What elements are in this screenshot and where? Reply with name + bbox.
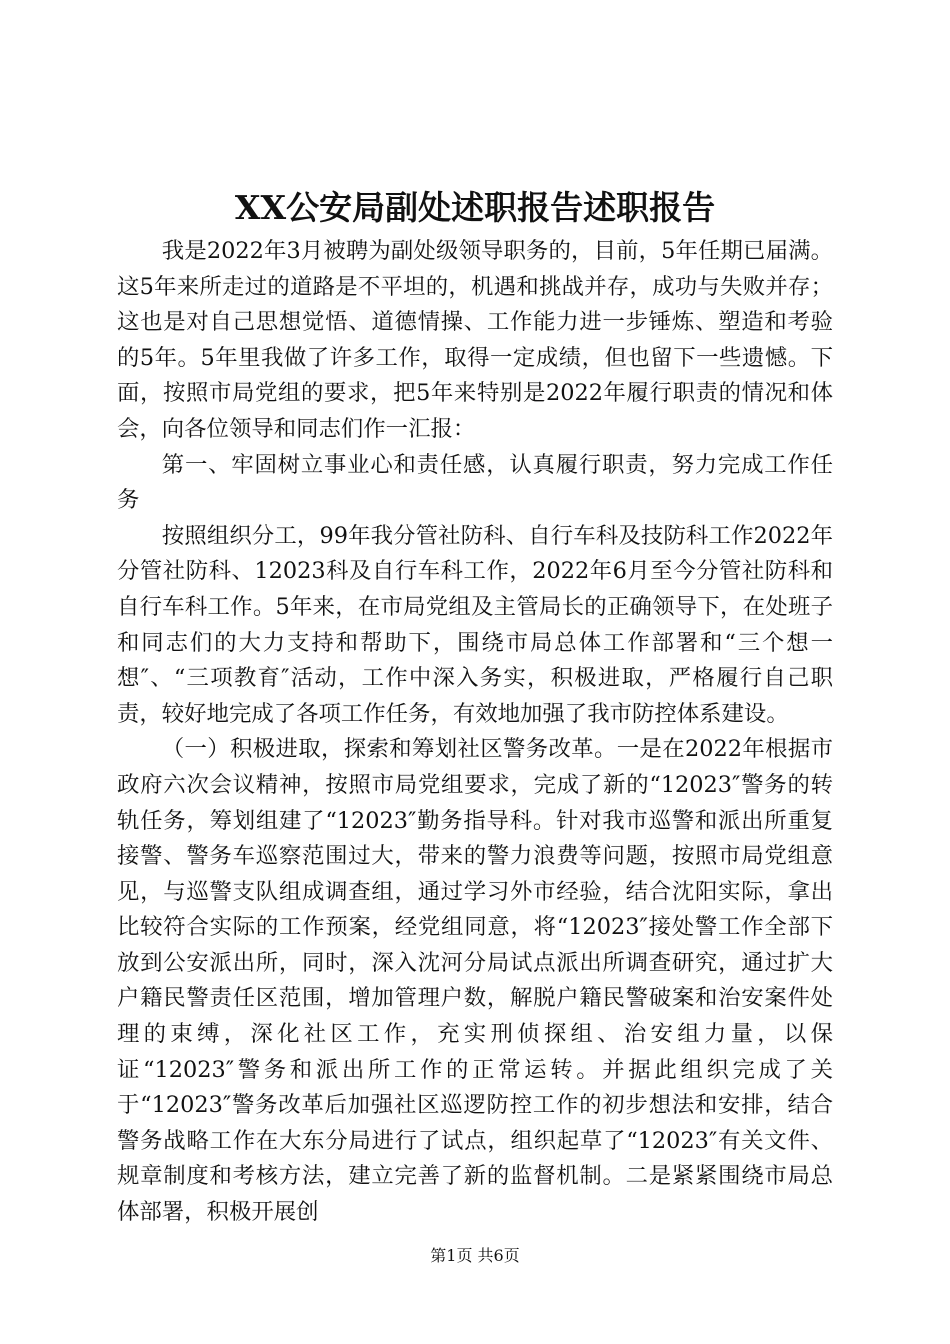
document-body — [117, 234, 833, 1231]
paragraph-section-heading: 第一、牢固树立事业心和责任感，认真履行职责，努力完成工作任务 — [117, 451, 833, 514]
paragraph-community-policing: （一）积极进取，探索和筹划社区警务改革。一是在2022年根据市政府六次会议精神，按照市局党组要求，完成了新的“12023″警务的转轨任务，筹划组建了“12023″勤务指导科。针对我市巡警和派出所重复接警、警务车巡察范围过大，带来的警力浪费等问题，按照市局党组意见，与巡警支队组成调查组，通过学习外市经验，结合沈阳实际，拿出比较符合实际的工作预案，经党组同意，将“12023″接处警工作全部下放到公安派出所，同时，深入沈河分局试点派出所调查研究，通过扩大户籍民警责任区范围，增加管理户数，解脱户籍民警破案和治安案件处理的束缚，深化社区工作，充实刑侦探组、治安组力量，以保证“12023″警务和派出所工作的正常运转。并据此组织完成了关于“12023″警务改革后加强社区巡逻防控工作的初步想法和安排，结合警务战略工作在大东分局进行了试点，组织起草了“12023″有关文件、规章制度和考核方法，建立完善了新的监督机制。二是紧紧围绕市局总体部署，积极开展创 — [117, 736, 833, 1226]
document-title: XX公安局副处述职报告述职报告 — [234, 188, 716, 227]
page-number-footer: 第1页 共6页 — [430, 1246, 520, 1265]
paragraph-intro: 我是2022年3月被聘为副处级领导职务的，目前，5年任期已届满。这5年来所走过的道路是不平坦的，机遇和挑战并存，成功与失败并存；这也是对自己思想觉悟、道德情操、工作能力进一步锤炼、塑造和考验的5年。5年里我做了许多工作，取得一定成绩，但也留下一些遗憾。下面，按照市局党组的要求，把5年来特别是2022年履行职责的情况和体会，向各位领导和同志们作一汇报： — [117, 238, 833, 442]
paragraph-work-assignment: 按照组织分工，99年我分管社防科、自行车科及技防科工作2022年分管社防科、12023科及自行车科工作，2022年6月至今分管社防科和自行车科工作。5年来，在市局党组及主管局长的正确领导下，在处班子和同志们的大力支持和帮助下，围绕市局总体工作部署和“三个想一想″、“三项教育″活动，工作中深入务实，积极进取，严格履行自己职责，较好地完成了各项工作任务，有效地加强了我市防控体系建设。 — [117, 522, 833, 727]
